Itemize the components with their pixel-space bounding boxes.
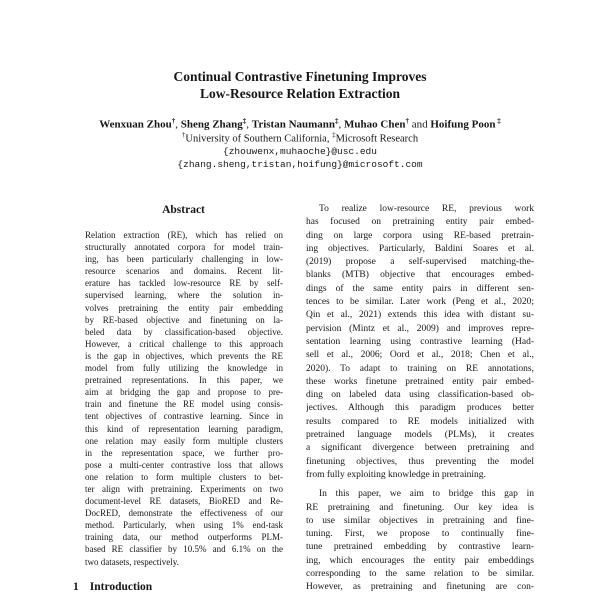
text-line: document-level RE datasets, BioRED and Re- <box>85 496 283 507</box>
text-line: resource scenarios and domains. Recent lit- <box>85 266 283 277</box>
text-line: results compared to RE models initialized with <box>306 416 534 427</box>
text-line: from fully exploiting knowledge in pretraining. <box>306 469 486 480</box>
text-line: Relation extraction (RE), which has relied on <box>85 230 283 240</box>
author-separator: , <box>338 118 345 131</box>
affiliation-marker-icon: † <box>171 117 176 125</box>
text-line: beled data by classification-based objective. <box>85 326 283 337</box>
text-line: volves pretraining the entity pair embedding <box>85 302 283 313</box>
text-line: finetuning objectives, thus preventing the model <box>306 456 534 467</box>
text-line: these works finetune pretrained entity pair embed- <box>306 376 534 387</box>
text-line: is the gap in objectives, which prevents the RE <box>85 350 283 361</box>
text-line: blanks (MTB) objective that encourages embed- <box>306 270 534 281</box>
text-line: However, as pretraining and finetuning are con- <box>306 582 534 593</box>
text-line: one relation to form multiple clusters to bet- <box>85 471 283 482</box>
text-line: Qin et al., 2021) extends this idea with distant su- <box>306 310 534 321</box>
text-line: However, a critical challenge to this approach <box>85 338 283 349</box>
text-line: ter align with pretraining. Experiments on two <box>85 483 283 494</box>
affiliation-marker-icon: ‡ <box>495 117 501 125</box>
intro-paragraph-2 <box>306 488 534 594</box>
text-line: To realize low-resource RE, previous work <box>319 204 534 214</box>
text-line: pretrained language models (PLMs), it creates <box>306 430 534 441</box>
section-title: Introduction <box>89 581 153 593</box>
author-name: Muhao Chen <box>344 118 406 131</box>
text-line: erature has tackled low-resource RE by self- <box>85 278 283 289</box>
text-line: training data, our method outperforms PLM- <box>85 532 283 543</box>
text-line: two datasets, respectively. <box>85 556 179 567</box>
text-line: train and finetune the RE model using consis- <box>85 399 283 410</box>
text-line: model from fully utilizing the knowledge in <box>85 363 283 374</box>
text-line: tences to be similar. Later work (Peng et al., 2020; <box>306 297 534 308</box>
section-number: 1 <box>73 581 79 593</box>
text-line: pretrained representations. In this paper, we <box>85 375 283 386</box>
text-line: tuning. First, we propose to continually fine- <box>306 529 534 540</box>
affiliations-line <box>0 131 600 145</box>
text-line: a significant divergence between pretraining and <box>306 443 534 454</box>
text-line: tent objectives of contrastive learning. Since in <box>85 411 283 422</box>
text-line: to use similar objectives in pretraining and fine- <box>306 515 534 526</box>
abstract-body <box>85 229 283 568</box>
author-name: Tristan Naumann <box>251 118 336 131</box>
section-heading-introduction <box>73 581 294 593</box>
text-line: in the representation space, we further pro- <box>85 447 283 458</box>
author-name: Sheng Zhang <box>180 118 243 131</box>
text-line: supervised learning, where the solution in- <box>85 290 283 301</box>
text-line: ing, which encourages the entity pair embeddings <box>306 555 534 566</box>
paper-title-line2: Low-Resource Relation Extraction <box>200 85 400 101</box>
text-line: sell et al., 2006; Oord et al., 2018; Chen et al., <box>306 350 534 361</box>
affiliation-marker-icon: † <box>181 131 186 139</box>
right-column <box>306 203 534 595</box>
author-separator: and <box>408 118 431 131</box>
paper-title-line1: Continual Contrastive Finetuning Improves <box>173 69 427 84</box>
affiliation-marker-icon: ‡ <box>242 117 247 125</box>
text-line: ing, has been particularly challenging in low- <box>85 254 283 265</box>
intro-paragraph-1 <box>306 203 534 482</box>
text-line: aim at bridging the gap and propose to pre- <box>85 387 283 398</box>
affiliation-marker-icon: ‡ <box>332 131 336 139</box>
author-name: Wenxuan Zhou <box>99 118 172 131</box>
affiliation-name: Microsoft Research <box>335 133 419 145</box>
text-line: one relation may easily form multiple clusters <box>85 435 283 446</box>
text-line: tune pretrained embedding by contrastive learn- <box>306 542 534 553</box>
affiliation-name: University of Southern California, <box>185 133 333 145</box>
text-line: ing objectives. Particularly, Baldini Soares et al. <box>306 243 534 254</box>
authors-line <box>0 117 600 131</box>
author-separator: , <box>246 118 252 131</box>
text-line: corresponding to the same relation to be similar. <box>306 569 534 580</box>
text-line: (2019) propose a self-supervised matching-the- <box>306 257 534 268</box>
text-line: 2020). To adapt to training on RE annotations, <box>306 363 534 374</box>
text-line: In this paper, we aim to bridge this gap in <box>319 489 534 500</box>
text-line: pervision (Mintz et al., 2009) and improves repre- <box>306 323 534 334</box>
text-line: jectives. Although this paradigm produces better <box>306 403 534 414</box>
paper-title <box>0 69 600 102</box>
text-line: dings of the same entity pairs in different sen- <box>306 283 534 294</box>
author-name: Hoifung Poon <box>430 118 496 131</box>
email-line-microsoft: {zhang.sheng,tristan,hoifung}@microsoft.com <box>177 158 423 170</box>
text-line: by RE-based objective and finetuning on la- <box>85 314 283 325</box>
affiliation-marker-icon: † <box>405 117 409 125</box>
text-line: sentation learning using contrastive learning (Had- <box>306 336 534 347</box>
email-line-usc: {zhouwenx,muhaoche}@usc.edu <box>223 146 377 157</box>
abstract-heading: Abstract <box>162 204 205 216</box>
text-line: ding on labeled data using classification-based ob- <box>306 390 534 401</box>
text-line: based RE classifier by 10.5% and 6.1% on the <box>85 544 283 555</box>
text-line: DocRED, demonstrate the effectiveness of our <box>85 508 283 519</box>
text-line: structurally annotated corpora for model train- <box>85 242 283 253</box>
text-line: has focused on pretraining entity pair embed- <box>306 217 534 228</box>
author-separator: , <box>175 118 181 131</box>
emails-block <box>0 146 600 171</box>
text-line: RE pretraining and finetuning. Our key idea is <box>306 502 534 513</box>
affiliation-marker-icon: ‡ <box>335 117 339 125</box>
text-line: pose a multi-center contrastive loss that allows <box>85 459 283 470</box>
text-line: this kind of representation learning paradigm, <box>85 423 283 434</box>
text-line: ding on large corpora using RE-based pretrain- <box>306 230 534 241</box>
text-line: method. Particularly, when using 1% end-task <box>85 520 283 531</box>
